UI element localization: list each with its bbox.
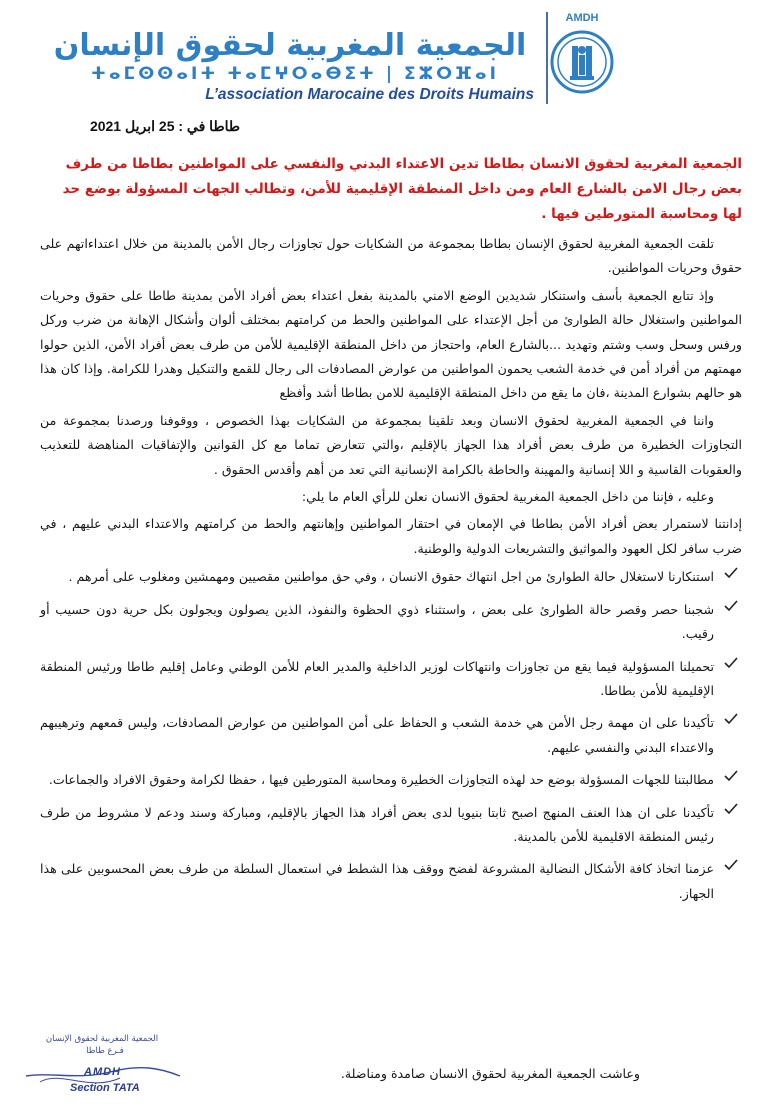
paragraph: وعليه ، فإننا من داخل الجمعية المغربية لحقوق الانسان نعلن للرأي العام ما يلي: — [301, 489, 714, 505]
org-name-french: L’association Marocaine des Droits Humains — [205, 86, 534, 103]
organization-stamp — [20, 1034, 190, 1104]
stamp-branch: فـرع طاطا — [86, 1046, 124, 1056]
org-name-tifinagh: ⵜⴰⵎⵙⵙⴰⵏⵜ ⵜⴰⵎⵖⵔⴰⴱⵉⵜ | ⵉⵣⵔⴼⴰⵏ — [91, 64, 499, 84]
list-item-text: تحميلنا المسؤولية فيما يقع من تجاوزات وانتهاكات لوزير الداخلية والمدير العام للأمن الوطني وعامل إقليم طاطا ورئيس المنطقة الإقليمية للأمن بطاطا. — [40, 658, 714, 698]
list-item — [40, 711, 742, 760]
logo-abbr: AMDH — [565, 12, 599, 24]
list-item — [40, 598, 742, 647]
list-item-text: تأكيدنا على ان مهمة رجل الأمن هي خدمة الشعب و الحفاظ على أمن المواطنين من عوارض المصادفات، وليس قمعهم وترهيبهم والاعتداء البدني والنفسي عليهم. — [40, 715, 714, 755]
list-item — [40, 801, 742, 850]
stamp-section: Section TATA — [70, 1082, 140, 1094]
closing-line: وعاشت الجمعية المغربية لحقوق الانسان صامدة ومناضلة. — [340, 1066, 640, 1081]
letterhead — [0, 0, 768, 110]
paragraph: إدانتنا لاستمرار بعض أفراد الأمن بطاطا في الإمعان في احتقار المواطنين وإهانتهم والحط من كرامتهم والاعتداء البدني عليهم ، في ضرب سافر لكل العهود والمواثيق والتشريعات الدولية والوطنية. — [40, 516, 742, 556]
stamp-abbr: AMDH — [84, 1066, 121, 1078]
headline: الجمعية المغربية لحقوق الانسان بطاطا تدين الاعتداء البدني والنفسي على المواطنين بطاطا من طرف بعض رجال الامن بالشارع العام ومن داخل المنطقة الإقليمية للأمن، وتطالب الجهات المسؤولة بوضع حد لها ومحاسبة المتورطين فيها . — [62, 156, 742, 222]
letter-date: طاطا في : 25 ابريل 2021 — [89, 118, 240, 134]
header-divider — [546, 12, 548, 104]
list-item — [40, 565, 742, 589]
checkmark-icon — [724, 712, 738, 726]
list-item-text: استنكارنا لاستغلال حالة الطوارئ من اجل انتهاك حقوق الانسان ، وفي حق مواطنين مقصيين ومهمشين ومغلوب على أمرهم . — [68, 569, 714, 585]
demands-list — [40, 565, 742, 906]
list-item-text: شجبنا حصر وقصر حالة الطوارئ على بعض ، واستثناء ذوي الحظوة والنفوذ، الذين يصولون ويجولون بكل حرية دون حسيب أو رقيب. — [40, 601, 714, 642]
paragraph: تلقت الجمعية المغربية لحقوق الإنسان بطاطا بمجموعة من الشكايات حول تجاوزات رجال الأمن بالمدينة من خلال اعتداءاتهم على حقوق وحريات المواطنين. — [40, 236, 742, 276]
list-item-text: مطالبتنا للجهات المسؤولة بوضع حد لهذه التجاوزات الخطيرة ومحاسبة المتورطين فيها ، حفظا لكرامة وحقوق الافراد والجماعات. — [48, 772, 714, 788]
checkmark-icon — [724, 656, 738, 670]
checkmark-icon — [724, 599, 738, 613]
list-item-text: عزمنا اتخاذ كافة الأشكال النضالية المشروعة لفضح ووقف هذا الشطط في استعمال السلطة من طرف بعض المحسوبين على هذا الجهاز. — [40, 861, 714, 901]
checkmark-icon — [724, 566, 738, 580]
checkmark-icon — [724, 802, 738, 816]
amdh-logo — [548, 10, 616, 102]
list-item — [40, 768, 742, 792]
paragraph: واننا في الجمعية المغربية لحقوق الانسان وبعد تلقينا بمجموعة من الشكايات بهذا الخصوص ، ووقوفنا ورصدنا بمجموعة من التجاوزات الخطيرة من طرف بعض أفراد هذا الجهاز بالإقليم ،والتي تتعارض تماما مع كل القوانين والإتفاقيات المناهضة للتعذيب والعقوبات القاسية و اللا إنسانية والمهينة والحاطة بالكرامة الإنسانية التي تعد من أهم وأقدس الحقوق . — [40, 412, 742, 477]
statement-body — [40, 232, 742, 914]
checkmark-icon — [724, 769, 738, 783]
list-item-text: تأكيدنا على ان هذا العنف المنهج اصبح ثابتا بنيويا لدى بعض أفراد هذا الجهاز بالإقليم، ومباركة وسند ودعم لا مشروط من طرف رئيس المنطقة الاقليمية للأمن بالمدينة. — [40, 804, 714, 844]
stamp-org-name: الجمعية المغربية لحقوق الإنسان — [45, 1034, 159, 1044]
list-item — [40, 655, 742, 704]
list-item — [40, 857, 742, 906]
org-name-arabic: الجمعية المغربية لحقوق الإنسان — [53, 28, 527, 63]
paragraph: وإذ تتابع الجمعية بأسف واستنكار شديدين الوضع الامني بالمدينة بفعل اعتداء بعض أفراد الأمن بمدينة طاطا على حقوق وحريات المواطنين واستغلال حالة الطوارئ من أجل الإعتداء على المواطنين والحط من كرامتهم بمختلف ألوان وأشكال الإهانة من ضرب وركل ورفس وسحل وسب وشتم وتهديد ...بالشارع العام، واحتجاز من داخل المنطقة الإقليمية للأمن من طرف بعض أفراد الأمن، الذين حولوا مهمتهم من أفراد أمن في خدمة الشعب يحمون المواطنين من عوارض المصادفات الى رجال للقمع والتنكيل وهدرا للكرامة. وإذا كان هذا هو حالهم بشوارع المدينة ،فان ما يقع من داخل المنطقة الإقليمية للامن بطاطا أشد وأفظع — [40, 287, 742, 401]
checkmark-icon — [724, 858, 738, 872]
